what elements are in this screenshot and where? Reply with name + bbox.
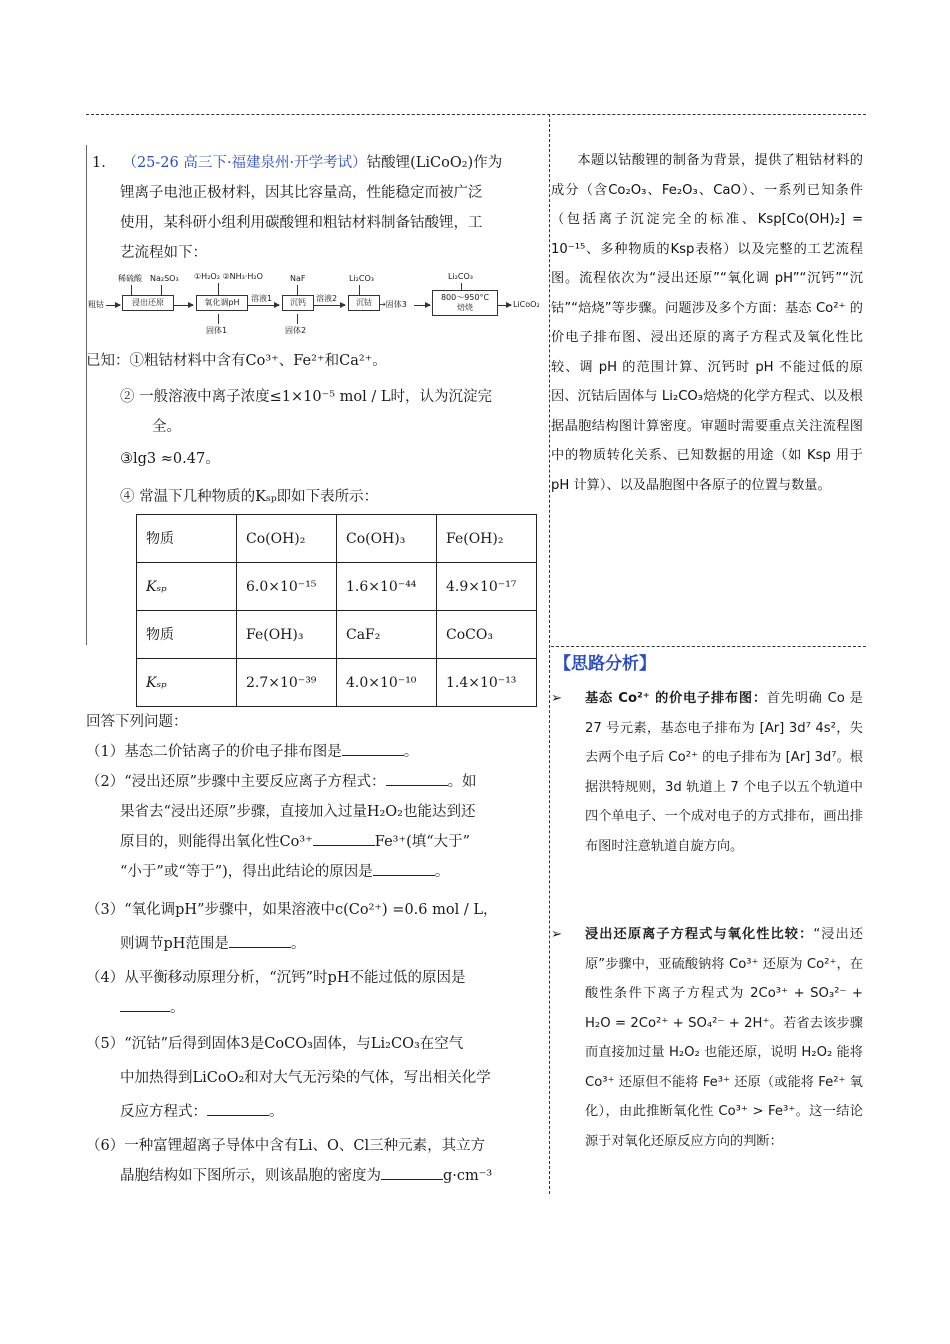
flow-product: LiCoO₂ xyxy=(513,300,540,309)
question-2a: （2）“浸出还原”步骤中主要反应离子方程式： 。如 xyxy=(86,767,546,797)
table-cell: Kₛₚ xyxy=(137,659,237,707)
question-intro-2: 锂离子电池正极材料，因其比容量高，性能稳定而被广泛 xyxy=(120,185,483,201)
analysis-summary xyxy=(551,146,863,500)
bullet-arrow-icon: ➢ xyxy=(551,927,563,942)
flow-solid-1: 固体1 xyxy=(206,326,228,335)
flow-arrow-solid-2 xyxy=(297,314,298,324)
flow-step-5 xyxy=(432,290,498,316)
analysis-bullet-1-text: 基态 Co²⁺ 的价电子排布图：首先明确 Co 是 27 号元素，基态电子排布为 [Ar] 3d⁷ 4s²，失去两个电子后 Co²⁺ 的电子排布为 [Ar] 3d⁷。根据洪特规则，3d 轨道上 7 个电子以五个轨道中四个单电子、一个成对电子的方式排布，画出排布图时注意轨道自旋方向。 xyxy=(585,691,863,854)
flow-arrow-down-4 xyxy=(297,285,298,295)
table-row xyxy=(137,611,537,659)
flow-reagent-5: Li₂CO₃ xyxy=(349,274,374,283)
known-1: 已知：①粗钴材料中含有Co³⁺、Fe²⁺和Ca²⁺。 xyxy=(86,353,387,369)
answer-blank[interactable] xyxy=(229,933,291,948)
flow-arrow-6 xyxy=(497,305,511,306)
flow-start: 粗钴 xyxy=(88,300,104,309)
analysis-bullet-2 xyxy=(551,920,863,1156)
table-cell: 6.0×10⁻¹⁵ xyxy=(237,563,337,611)
answer-blank[interactable] xyxy=(386,771,448,786)
flow-reagent-2: Na₂SO₃ xyxy=(150,274,179,283)
question-6a: （6）一种富锂超离子导体中含有Li、O、Cl三种元素，其立方 xyxy=(86,1138,486,1154)
question-3b: 则调节pH范围是 。 xyxy=(86,929,546,959)
flow-arrow-down-2 xyxy=(161,285,162,295)
question-5b: 中加热得到LiCoO₂和对大气无污染的气体，写出相关化学 xyxy=(120,1070,491,1086)
flow-reagent-4: NaF xyxy=(290,274,306,283)
flow-step-1: 浸出还原 xyxy=(122,295,174,311)
question-5c: 反应方程式： 。 xyxy=(86,1097,546,1127)
answer-blank[interactable] xyxy=(373,861,435,876)
flow-arrow-down-5 xyxy=(359,285,360,295)
ksp-table xyxy=(136,514,537,707)
known-2b: 全。 xyxy=(152,419,181,435)
flow-solid-2: 固体2 xyxy=(285,326,307,335)
top-divider xyxy=(86,114,866,115)
flow-solid-3: →固体3 xyxy=(379,300,407,309)
flow-arrow-3 xyxy=(247,305,279,306)
question-3a: （3）“氧化调pH”步骤中，如果溶液中c(Co²⁺) =0.6 mol / L， xyxy=(86,902,498,918)
table-cell: 4.0×10⁻¹⁰ xyxy=(337,659,437,707)
table-cell: 物质 xyxy=(137,515,237,563)
bullet-arrow-icon: ➢ xyxy=(551,691,563,706)
answer-blank[interactable] xyxy=(207,1101,269,1116)
flow-arrow-1 xyxy=(106,305,120,306)
table-cell: 4.9×10⁻¹⁷ xyxy=(437,563,537,611)
flow-step-5-temp: 800～950°C xyxy=(440,293,490,302)
known-3: ③lg3 ≈0.47。 xyxy=(120,451,220,467)
table-row xyxy=(137,563,537,611)
analysis-section-title: 【思路分析】 xyxy=(554,654,656,674)
table-cell: Kₛₚ xyxy=(137,563,237,611)
question-intro-3: 使用，某科研小组利用碳酸锂和粗钴材料制备钴酸锂，工 xyxy=(120,215,483,231)
question-column xyxy=(86,148,546,1191)
known-4: ④ 常温下几种物质的Kₛₚ即如下表所示： xyxy=(120,489,379,505)
table-row xyxy=(137,515,537,563)
table-cell: Co(OH)₃ xyxy=(337,515,437,563)
flow-arrow-2 xyxy=(173,305,193,306)
flow-reagent-3: ①H₂O₂ ②NH₃·H₂O xyxy=(194,272,263,281)
table-cell: 物质 xyxy=(137,611,237,659)
right-section-divider xyxy=(551,646,866,647)
answer-blank[interactable] xyxy=(342,741,404,756)
analysis-bullet-2-text: 浸出还原离子方程式与氧化性比较：“浸出还原”步骤中，亚硫酸钠将 Co³⁺ 还原为 Co²⁺，在酸性条件下离子方程式为 2Co³⁺ + SO₃²⁻ + H₂O = 2Co²⁺ + SO₄²⁻ + 2H⁺。若省去该步骤而直接加过量 H₂O₂ 也能还原，说明 H₂O₂ 能将 Co³⁺ 还原但不能将 Fe³⁺ 还原（或能将 Fe²⁺ 氧化），由此推断氧化性 Co³⁺ > Fe³⁺。这一结论源于对氧化还原反应方向的判断： xyxy=(585,927,863,1149)
flow-liquid-1: 溶液1 xyxy=(251,294,273,303)
question-1: （1）基态二价钴离子的价电子排布图是 。 xyxy=(86,737,546,767)
flow-step-4: 沉钴 xyxy=(348,295,380,311)
table-row xyxy=(137,659,537,707)
flow-step-2: 氧化调pH xyxy=(196,295,248,311)
table-cell: 2.7×10⁻³⁹ xyxy=(237,659,337,707)
question-2d: “小于”或“等于”)，得出此结论的原因是 。 xyxy=(86,857,546,887)
flow-arrow-solid-1 xyxy=(218,314,219,324)
question-2c: 原目的，则能得出氧化性Co³⁺ Fe³⁺(填“大于” xyxy=(86,827,546,857)
flow-reagent-1: 稀硫酸 xyxy=(118,274,142,283)
question-5a: （5）“沉钴”后得到固体3是CoCO₃固体，与Li₂CO₃在空气 xyxy=(86,1036,464,1052)
flow-arrow-down-1 xyxy=(131,285,132,295)
table-cell: Co(OH)₂ xyxy=(237,515,337,563)
question-intro-1: 钴酸锂(LiCoO₂)作为 xyxy=(366,155,503,171)
question-4a: （4）从平衡移动原理分析，“沉钙”时pH不能过低的原因是 xyxy=(86,970,466,986)
question-6b: 晶胞结构如下图所示，则该晶胞的密度为 g·cm⁻³ xyxy=(86,1161,546,1191)
known-2a: ② 一般溶液中离子浓度≤1×10⁻⁵ mol / L时，认为沉淀完 xyxy=(120,389,493,405)
flow-reagent-6: Li₂CO₃ xyxy=(448,272,473,281)
question-line-1 xyxy=(86,148,546,178)
question-4b: 。 xyxy=(86,993,546,1023)
question-source: （25-26 高三下·福建泉州·开学考试） xyxy=(122,155,367,171)
answer-prompt: 回答下列问题： xyxy=(86,714,188,730)
flow-step-5-label: 焙烧 xyxy=(457,303,473,312)
question-2b: 果省去“浸出还原”步骤，直接加入过量H₂O₂也能达到还 xyxy=(120,804,476,820)
table-cell: Fe(OH)₂ xyxy=(437,515,537,563)
table-cell: CaF₂ xyxy=(337,611,437,659)
question-number: 1. xyxy=(92,155,106,171)
answer-blank[interactable] xyxy=(120,997,170,1012)
table-cell: CoCO₃ xyxy=(437,611,537,659)
table-cell: 1.4×10⁻¹³ xyxy=(437,659,537,707)
answer-blank[interactable] xyxy=(381,1165,443,1180)
table-cell: Fe(OH)₃ xyxy=(237,611,337,659)
flow-arrow-5 xyxy=(414,305,430,306)
column-divider xyxy=(549,114,550,1194)
flow-step-3: 沉钙 xyxy=(282,295,314,311)
flow-arrow-down-3 xyxy=(218,283,219,295)
flow-arrow-4 xyxy=(313,305,345,306)
flow-liquid-2: 溶液2 xyxy=(316,294,338,303)
analysis-summary-text: 本题以钴酸锂的制备为背景，提供了粗钴材料的成分（含Co₂O₃、Fe₂O₃、CaO）、一系列已知条件（包括离子沉淀完全的标准、Ksp[Co(OH)₂] = 10⁻¹⁵、多种物质的Ksp表格）以及完整的工艺流程图。流程依次为“浸出还原”“氧化调 pH”“沉钙”“沉钴”“焙烧”等步骤。问题涉及多个方面：基态 Co²⁺ 的价电子排布图、浸出还原的离子方程式及氧化性比较、调 pH 的范围计算、沉钙时 pH 不能过低的原因、沉钴后固体与 Li₂CO₃焙烧的化学方程式、以及根据晶胞结构图计算密度。审题时需要重点关注流程图中的物质转化关系、已知数据的用途（如 Ksp 用于 pH 计算）、以及晶胞图中各原子的位置与数量。 xyxy=(551,153,863,493)
question-intro-4: 艺流程如下： xyxy=(120,245,207,261)
answer-blank[interactable] xyxy=(313,831,375,846)
analysis-bullet-1 xyxy=(551,684,863,861)
table-cell: 1.6×10⁻⁴⁴ xyxy=(337,563,437,611)
process-flow-diagram xyxy=(86,270,546,340)
